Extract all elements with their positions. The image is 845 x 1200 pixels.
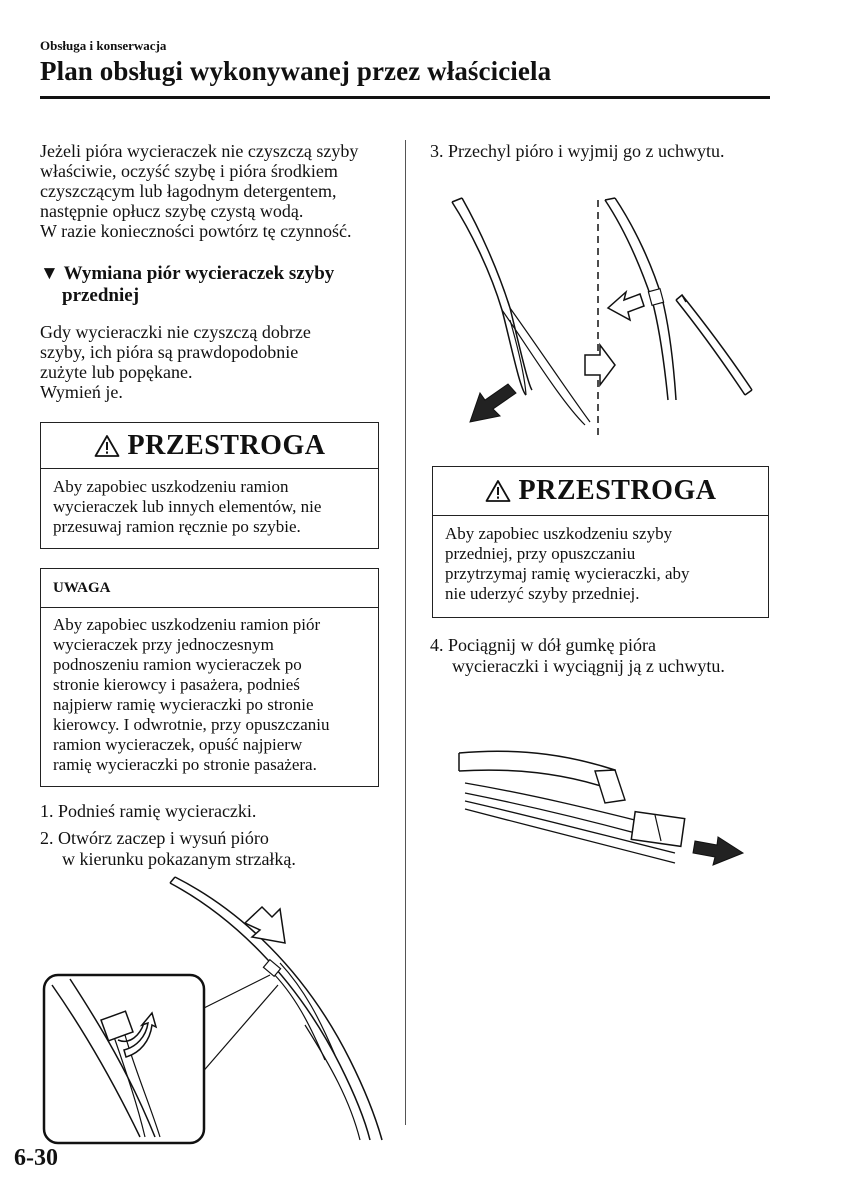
step-number: 1. xyxy=(40,801,54,821)
caution-header xyxy=(41,423,378,469)
caution-body xyxy=(41,469,378,537)
step-text: Podnieś ramię wycieraczki. xyxy=(58,801,257,821)
text-line: Aby zapobiec uszkodzeniu szyby xyxy=(445,524,673,543)
text-line: wycieraczek lub innych elementów, nie xyxy=(53,497,322,516)
caution-header xyxy=(433,467,768,516)
step-number: 3. xyxy=(430,141,444,161)
page-number: 6-30 xyxy=(14,1145,58,1171)
wiper-rubber-illustration xyxy=(455,745,755,875)
text-line: Gdy wycieraczki nie czyszczą dobrze xyxy=(40,322,311,342)
note-label: UWAGA xyxy=(53,579,111,596)
intro-paragraph xyxy=(40,141,390,241)
text-line: przytrzymaj ramię wycieraczki, aby xyxy=(445,564,690,583)
warning-triangle-icon xyxy=(485,479,511,503)
text-line: szyby, ich pióra są prawdopodobnie xyxy=(40,342,299,362)
note-box xyxy=(40,568,379,787)
text-line: Wymień je. xyxy=(40,382,123,402)
text-line: Jeżeli pióra wycieraczek nie czyszczą szyby xyxy=(40,141,359,161)
text-line: zużyte lub popękane. xyxy=(40,362,193,382)
replacement-paragraph xyxy=(40,322,390,402)
text-line: najpierw ramię wycieraczki po stronie xyxy=(53,695,314,714)
list-item xyxy=(40,828,390,849)
caution-box xyxy=(432,466,769,618)
direction-arrow-icon xyxy=(608,292,644,320)
column-divider xyxy=(405,140,406,1125)
warning-triangle-icon xyxy=(94,434,120,458)
text-line: następnie opłucz szybę czystą wodą. xyxy=(40,201,304,221)
note-body xyxy=(41,608,378,775)
step-4 xyxy=(430,635,780,677)
text-line: nie uderzyć szyby przedniej. xyxy=(445,584,640,603)
step-text: Otwórz zaczep i wysuń pióro xyxy=(58,828,269,848)
text-line: właściwie, oczyść szybę i pióra środkiem xyxy=(40,161,338,181)
text-line: czyszczącym lub łagodnym detergentem, xyxy=(40,181,337,201)
page-title: Plan obsługi wykonywanej przez właściciela xyxy=(40,56,552,86)
caution-body xyxy=(433,516,768,604)
text-line: stronie kierowcy i pasażera, podnieś xyxy=(53,675,300,694)
text-line: Aby zapobiec uszkodzeniu ramion piór xyxy=(53,615,321,634)
caution-box xyxy=(40,422,379,549)
direction-arrow-icon xyxy=(245,907,285,943)
text-line: ramię wycieraczki po stronie pasażera. xyxy=(53,755,317,774)
heading-marker: ▼ xyxy=(40,263,59,284)
steps-list xyxy=(40,801,390,870)
direction-arrow-icon xyxy=(693,837,743,865)
text-line: przesuwaj ramion ręcznie po szybie. xyxy=(53,517,301,536)
text-line: W razie konieczności powtórz tę czynność. xyxy=(40,221,352,241)
step-text: Przechyl pióro i wyjmij go z uchwytu. xyxy=(448,141,725,161)
text-line: wycieraczek przy jednoczesnym xyxy=(53,635,274,654)
wiper-clip-illustration xyxy=(40,875,400,1145)
step-3 xyxy=(430,141,780,162)
title-rule xyxy=(40,96,770,99)
text-line: przedniej, przy opuszczaniu xyxy=(445,544,636,563)
subsection-heading xyxy=(40,263,390,307)
step-text: Pociągnij w dół gumkę pióra xyxy=(448,635,656,655)
step-number: 2. xyxy=(40,828,54,848)
step-text: wycieraczki i wyciągnij ją z uchwytu. xyxy=(452,656,725,676)
section-label: Obsługa i konserwacja xyxy=(40,38,167,53)
text-line: podnoszeniu ramion wycieraczek po xyxy=(53,655,302,674)
direction-arrow-icon xyxy=(585,345,615,385)
heading-line: przedniej xyxy=(62,285,140,306)
caution-label: PRZESTROGA xyxy=(518,475,717,506)
wiper-tilt-illustration xyxy=(440,190,760,440)
heading-line: Wymiana piór wycieraczek szyby xyxy=(63,263,335,284)
text-line: ramion wycieraczek, opuść najpierw xyxy=(53,735,303,754)
direction-arrow-icon xyxy=(470,384,516,422)
step-text: w kierunku pokazanym strzałką. xyxy=(62,849,296,869)
step-number: 4. xyxy=(430,635,444,655)
text-line: Aby zapobiec uszkodzeniu ramion xyxy=(53,477,289,496)
caution-label: PRZESTROGA xyxy=(127,429,326,461)
note-header xyxy=(41,569,378,608)
text-line: kierowcy. I odwrotnie, przy opuszczaniu xyxy=(53,715,330,734)
list-item xyxy=(40,801,390,822)
